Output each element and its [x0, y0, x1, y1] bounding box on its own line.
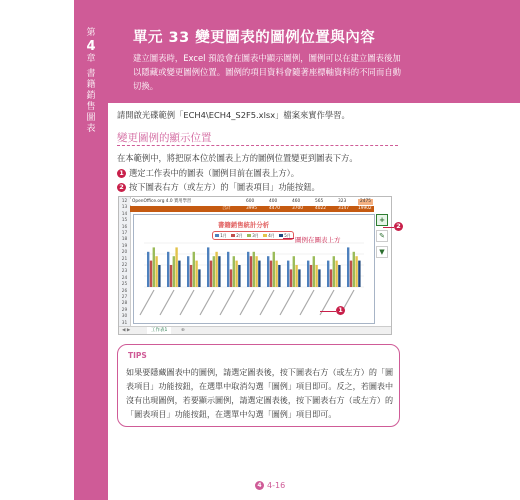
cell[interactable]: 4470 — [269, 206, 280, 211]
bar-4月[interactable] — [255, 256, 257, 287]
bar-4月[interactable] — [335, 261, 337, 287]
category-label — [200, 290, 214, 315]
bar-2月[interactable] — [170, 265, 172, 287]
cell[interactable]: 3147 — [338, 206, 349, 211]
legend-callout-text: 圖例在圖表上方 — [295, 236, 341, 244]
bar-3月[interactable] — [273, 252, 275, 287]
row-number[interactable]: 27 — [121, 295, 128, 300]
row-number[interactable]: 14 — [121, 211, 128, 217]
bar-2月[interactable] — [330, 269, 332, 287]
bar-5月[interactable] — [158, 265, 160, 287]
chapter-label — [81, 28, 101, 135]
category-label — [160, 290, 174, 315]
bar-2月[interactable] — [270, 261, 272, 287]
step-text: 選定工作表中的圖表（圖例目前在圖表上方）。 — [129, 168, 300, 178]
bar-1月[interactable] — [147, 252, 149, 287]
bar-1月[interactable] — [327, 261, 329, 287]
sheet-nav-arrows[interactable]: ◀ ▶ — [122, 328, 131, 333]
tips-title: TIPS — [128, 351, 147, 360]
bar-5月[interactable] — [338, 265, 340, 287]
category-label — [300, 290, 314, 315]
chart-filters-button[interactable]: ▼ — [376, 246, 388, 258]
bar-5月[interactable] — [258, 261, 260, 287]
bar-3月[interactable] — [353, 252, 355, 287]
chapter-suffix: 章 — [86, 54, 96, 64]
cell[interactable]: 400 — [269, 199, 278, 204]
tips-box — [117, 344, 400, 427]
bar-5月[interactable] — [178, 261, 180, 287]
bar-2月[interactable] — [210, 261, 212, 287]
callout-2-badge: 2 — [394, 222, 403, 231]
chart-side-tools — [375, 214, 389, 264]
row-number[interactable]: 23 — [121, 269, 128, 275]
category-label — [260, 290, 274, 315]
row-number[interactable]: 26 — [121, 288, 128, 294]
bar-3月[interactable] — [153, 247, 155, 287]
step-text: 按下圖表右方（或左方）的「圖表項目」功能按鈕。 — [129, 182, 320, 192]
bar-4月[interactable] — [355, 256, 357, 287]
bar-4月[interactable] — [155, 256, 157, 287]
chart-elements-button[interactable]: + — [376, 214, 388, 226]
bar-4月[interactable] — [195, 261, 197, 287]
bar-2月[interactable] — [250, 256, 252, 287]
bar-1月[interactable] — [247, 252, 249, 287]
bar-3月[interactable] — [313, 256, 315, 287]
bar-4月[interactable] — [235, 261, 237, 287]
bar-2月[interactable] — [290, 269, 292, 287]
excel-screenshot — [118, 196, 392, 335]
row-number[interactable]: 17 — [121, 231, 128, 236]
bar-4月[interactable] — [315, 265, 317, 287]
row-number[interactable]: 16 — [121, 224, 128, 230]
chart-title[interactable]: 書籍銷售統計分析 — [218, 221, 270, 229]
add-sheet-icon[interactable]: ⊕ — [181, 328, 185, 333]
unit-intro: 建立圖表時，Excel 預設會在圖表中顯示圖例，圖例可以在建立圖表後加以隱藏或變更圖例位置。圖例的項目資料會隨著座標軸資料的不同而自動切換。 — [133, 53, 401, 91]
chapter-title-char: 籍 — [86, 80, 96, 90]
bar-1月[interactable] — [227, 252, 229, 287]
bar-3月[interactable] — [193, 252, 195, 287]
row-number[interactable]: 24 — [121, 275, 128, 281]
section-title: 變更圖例的顯示位置 — [117, 132, 212, 144]
bar-5月[interactable] — [318, 269, 320, 287]
bar-2月[interactable] — [230, 269, 232, 287]
chapter-title-char: 圖 — [86, 113, 96, 123]
bar-1月[interactable] — [347, 247, 349, 287]
cell[interactable]: 4022 — [315, 206, 326, 211]
legend-label: 3月 — [252, 232, 259, 238]
category-label — [240, 290, 254, 315]
bar-4月[interactable] — [295, 265, 297, 287]
step-1 — [117, 167, 299, 179]
tips-text: 如果要隱藏圖表中的圖例，請選定圖表後，按下圖表右方（或左方）的「圖表項目」功能按鈕，在選單中取消勾選「圖例」項目即可。反之，若圖表中沒有出現圖例，若要顯示圖例，請選定圖表後，按下圖表右方（或左方）的「圖表項目」功能按鈕，在選單中勾選「圖例」項目即可。 — [126, 367, 394, 419]
callout-1-badge: 1 — [336, 306, 345, 315]
section-paragraph: 在本範例中，將把原本位於圖表上方的圖例位置變更到圖表下方。 — [117, 153, 358, 163]
chapter-number: 4 — [86, 39, 96, 54]
section-divider — [117, 145, 398, 146]
chapter-prefix: 第 — [86, 28, 96, 38]
bar-1月[interactable] — [267, 256, 269, 287]
row-number[interactable]: 21 — [121, 256, 128, 262]
bar-1月[interactable] — [167, 252, 169, 287]
chapter-title-char: 表 — [86, 124, 96, 134]
cell[interactable]: 合計 — [222, 206, 231, 211]
row-number[interactable]: 20 — [121, 250, 128, 256]
bar-5月[interactable] — [358, 261, 360, 287]
cell[interactable]: 3700 — [292, 206, 303, 211]
sheet-tab[interactable]: 工作表1 — [147, 327, 171, 335]
cell[interactable]: 19902 — [358, 206, 372, 211]
category-label — [140, 290, 154, 315]
legend-label: 4月 — [268, 232, 275, 238]
category-label — [220, 290, 234, 315]
row-number[interactable]: 29 — [121, 307, 128, 313]
chapter-title-char: 銷 — [86, 91, 96, 101]
page-number: 4-16 — [267, 481, 286, 490]
bar-3月[interactable] — [253, 252, 255, 287]
cell[interactable]: 3995 — [246, 206, 257, 211]
row-number[interactable]: 22 — [121, 263, 128, 268]
legend-label: 2月 — [236, 232, 243, 238]
cell[interactable]: OpenOffice.org 4.0 實用學習 — [132, 199, 192, 204]
legend-label: 5月 — [284, 232, 291, 238]
bar-5月[interactable] — [238, 265, 240, 287]
legend-callout-line — [283, 238, 294, 239]
bar-3月[interactable] — [293, 256, 295, 287]
chapter-badge: 4 — [255, 481, 264, 490]
row-number[interactable]: 31 — [121, 320, 128, 326]
bar-3月[interactable] — [333, 256, 335, 287]
step-number-badge: 2 — [117, 183, 126, 192]
bar-1月[interactable] — [207, 247, 209, 287]
bar-3月[interactable] — [233, 256, 235, 287]
row-number-column — [119, 197, 131, 326]
bar-3月[interactable] — [213, 256, 215, 287]
row-number[interactable]: 18 — [121, 237, 128, 243]
bar-2月[interactable] — [190, 265, 192, 287]
bar-2月[interactable] — [150, 261, 152, 287]
cell[interactable]: 565 — [315, 199, 324, 204]
bar-5月[interactable] — [198, 269, 200, 287]
bar-5月[interactable] — [278, 265, 280, 287]
sheet-row-12 — [130, 199, 374, 205]
category-label — [280, 290, 294, 315]
callout-2-line — [383, 227, 394, 228]
cell[interactable]: 2475 — [360, 199, 371, 204]
cell[interactable]: 323 — [338, 199, 347, 204]
bar-4月[interactable] — [215, 252, 217, 287]
chapter-title-char: 書 — [86, 69, 96, 79]
callout-1-line — [320, 311, 336, 312]
row-number[interactable]: 19 — [121, 243, 128, 249]
legend-label: 1月 — [220, 232, 227, 238]
bar-5月[interactable] — [298, 269, 300, 287]
step-number-badge: 1 — [117, 169, 126, 178]
row-number[interactable]: 13 — [121, 205, 128, 211]
bar-2月[interactable] — [310, 265, 312, 287]
bar-1月[interactable] — [307, 261, 309, 287]
unit-title: 單元 33 變更圖表的圖例位置與內容 — [133, 30, 376, 46]
bar-4月[interactable] — [175, 247, 177, 287]
cell[interactable]: 460 — [292, 199, 301, 204]
sheet-tab-bar — [119, 326, 391, 335]
row-number[interactable]: 28 — [121, 301, 128, 307]
row-number[interactable]: 25 — [121, 282, 128, 288]
bar-5月[interactable] — [218, 256, 220, 287]
open-file-instruction: 請開啟光碟範例「ECH4\ECH4_S2F5.xlsx」檔案來實作學習。 — [117, 110, 350, 120]
bar-1月[interactable] — [287, 261, 289, 287]
cell[interactable]: 600 — [246, 199, 255, 204]
page-footer — [255, 481, 285, 490]
row-number[interactable]: 15 — [121, 218, 128, 224]
category-label — [180, 290, 194, 315]
step-2 — [117, 181, 320, 193]
bar-1月[interactable] — [187, 256, 189, 287]
bar-3月[interactable] — [173, 256, 175, 287]
bar-4月[interactable] — [275, 261, 277, 287]
row-number[interactable]: 30 — [121, 314, 128, 320]
bar-2月[interactable] — [350, 261, 352, 287]
sheet-row-13-total — [130, 206, 374, 212]
chapter-title-char: 售 — [86, 102, 96, 112]
chart-styles-button[interactable]: ✎ — [376, 230, 388, 242]
row-number[interactable]: 12 — [121, 199, 128, 204]
